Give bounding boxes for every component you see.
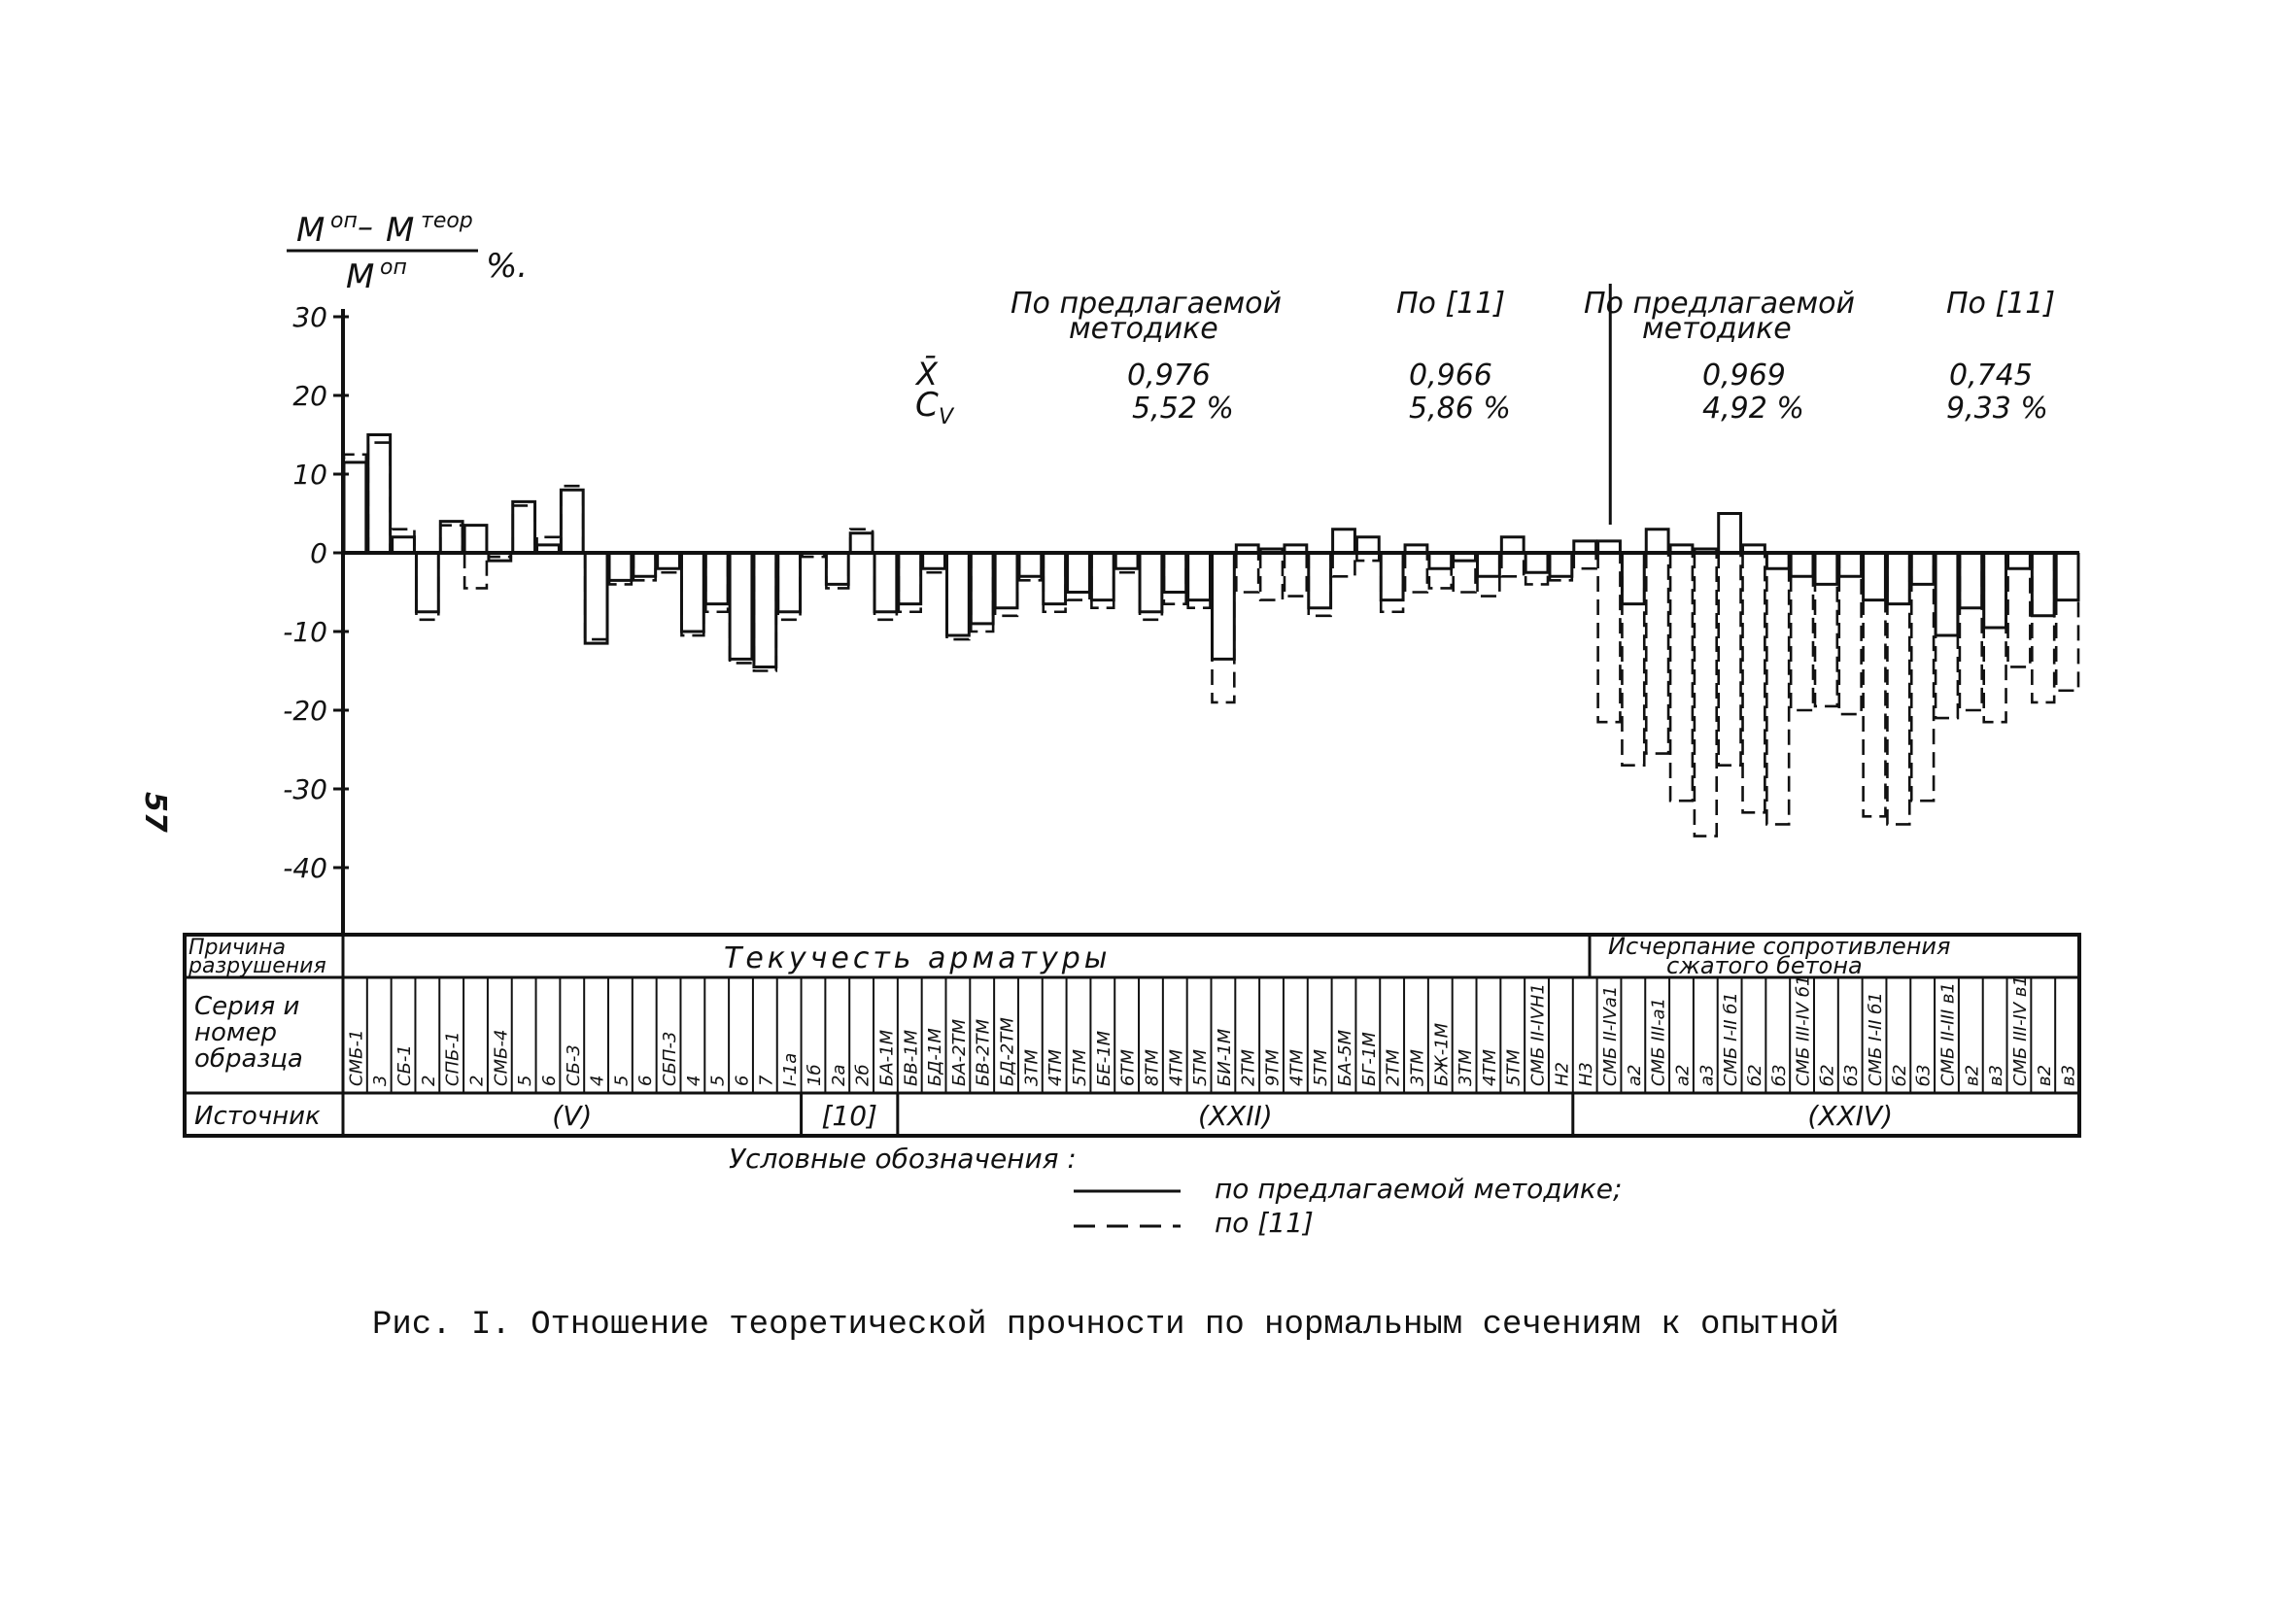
category-label: б2 bbox=[1744, 1064, 1765, 1086]
y-tick-label: -40 bbox=[283, 852, 327, 884]
row-series-label-3: образца bbox=[194, 1044, 303, 1074]
bar-by-ref-11 bbox=[1766, 553, 1789, 824]
row-series-label-1: Серия и bbox=[194, 992, 300, 1021]
y-label-num-left-sup: оп bbox=[330, 209, 358, 233]
bar-by-proposed-method bbox=[1309, 553, 1331, 608]
bar-by-ref-11 bbox=[1574, 553, 1596, 568]
source-label: (V) bbox=[552, 1100, 593, 1132]
bar-by-proposed-method bbox=[754, 553, 776, 666]
category-label: БИ-1М bbox=[1214, 1028, 1235, 1086]
bar-by-ref-11 bbox=[971, 553, 993, 632]
bar-by-ref-11 bbox=[1309, 553, 1331, 616]
category-label: 2 bbox=[466, 1075, 488, 1086]
category-label: 2ТМ bbox=[1238, 1049, 1259, 1086]
bar-by-proposed-method bbox=[1815, 553, 1837, 584]
bar-by-ref-11 bbox=[874, 553, 897, 620]
source-label: [10] bbox=[821, 1100, 877, 1132]
category-label: БД-1М bbox=[925, 1028, 946, 1086]
bar-by-proposed-method bbox=[1140, 553, 1162, 612]
stats-header-1-line1: По предлагаемой bbox=[1011, 287, 1282, 321]
bar-by-ref-11 bbox=[2032, 553, 2054, 702]
bar-by-ref-11 bbox=[1598, 553, 1621, 722]
category-label: БА-5М bbox=[1335, 1029, 1356, 1086]
category-label: СМБ-1 bbox=[346, 1029, 367, 1086]
category-label: СМБ III-а1 bbox=[1648, 997, 1669, 1086]
stats-header-1-line2: методике bbox=[1069, 312, 1218, 346]
bars bbox=[344, 435, 2078, 837]
category-label: БЕ-1М bbox=[1093, 1030, 1114, 1086]
bar-by-ref-11 bbox=[995, 553, 1017, 616]
bar-by-ref-11 bbox=[1695, 553, 1717, 837]
y-tick-label: -20 bbox=[283, 695, 327, 727]
category-label: 6ТМ bbox=[1117, 1049, 1139, 1086]
bar-by-proposed-method bbox=[1719, 514, 1741, 554]
bar-by-ref-11 bbox=[585, 553, 607, 639]
bar-by-proposed-method bbox=[923, 553, 945, 568]
bar-by-proposed-method bbox=[1911, 553, 1934, 584]
bar-by-ref-11 bbox=[561, 486, 583, 553]
figure-caption: Рис. I. Отношение теоретической прочности по нормальным сечениям к опытной bbox=[372, 1307, 1839, 1344]
stats-mean-1: 0,976 bbox=[1127, 359, 1211, 393]
category-label: а2 bbox=[1624, 1064, 1645, 1086]
category-label: 7 bbox=[756, 1075, 777, 1086]
bar-by-ref-11 bbox=[778, 553, 801, 620]
category-label: 5 bbox=[611, 1075, 633, 1086]
bar-by-proposed-method bbox=[1550, 553, 1572, 576]
category-label: 6 bbox=[538, 1075, 560, 1086]
bar-by-proposed-method bbox=[1984, 553, 2006, 628]
bar-by-proposed-method bbox=[561, 490, 583, 553]
stats-cv-sub: V bbox=[939, 405, 954, 429]
source-cells bbox=[552, 1093, 1893, 1136]
stats-x-symbol: X̄ bbox=[916, 356, 938, 393]
stats-mean-2: 0,966 bbox=[1409, 359, 1492, 393]
stats-mean-4: 0,745 bbox=[1949, 359, 2033, 393]
category-label: 2б bbox=[852, 1064, 874, 1086]
bar-by-proposed-method bbox=[609, 553, 632, 580]
legend-dashed-label: по [11] bbox=[1215, 1207, 1314, 1239]
bar-by-proposed-method bbox=[634, 553, 656, 576]
bar-by-proposed-method bbox=[1333, 530, 1355, 553]
y-label-den: M bbox=[346, 257, 375, 296]
bar-by-ref-11 bbox=[1285, 553, 1307, 597]
bar-by-proposed-method bbox=[850, 533, 873, 553]
bar-by-proposed-method bbox=[826, 553, 848, 584]
bar-by-proposed-method bbox=[416, 553, 438, 612]
bar-by-ref-11 bbox=[1140, 553, 1162, 620]
bar-by-proposed-method bbox=[464, 526, 487, 553]
bar-by-proposed-method bbox=[1019, 553, 1042, 576]
y-label-num-right: M bbox=[386, 211, 415, 250]
category-label: в3 bbox=[1986, 1064, 2007, 1086]
bar-by-ref-11 bbox=[1887, 553, 1909, 824]
bar-by-proposed-method bbox=[1429, 553, 1452, 568]
y-tick-label: 20 bbox=[292, 380, 327, 412]
category-label: б2 bbox=[1889, 1064, 1910, 1086]
category-label: БВ-1М bbox=[901, 1029, 922, 1086]
bar-by-ref-11 bbox=[513, 505, 535, 553]
bar-by-proposed-method bbox=[874, 553, 897, 612]
category-label: Н3 bbox=[1576, 1062, 1597, 1086]
category-label: 3ТМ bbox=[1456, 1049, 1477, 1086]
bar-by-proposed-method bbox=[1766, 553, 1789, 568]
legend-solid-label: по предлагаемой методике; bbox=[1215, 1173, 1623, 1205]
category-label: 4ТМ bbox=[1286, 1049, 1308, 1086]
bar-by-ref-11 bbox=[1333, 553, 1355, 576]
bar-by-ref-11 bbox=[730, 553, 752, 663]
category-labels bbox=[346, 975, 2078, 1094]
category-label: 5ТМ bbox=[1503, 1049, 1525, 1086]
legend-title: Условные обозначения : bbox=[729, 1143, 1077, 1175]
category-label: СМБ II-IVН1 bbox=[1527, 983, 1549, 1086]
category-label: 5 bbox=[515, 1075, 536, 1086]
y-label-den-sup: оп bbox=[380, 256, 407, 280]
category-label: СМБ II-III в1 bbox=[1937, 982, 1959, 1086]
category-label: 5ТМ bbox=[1311, 1049, 1332, 1086]
category-label: СМБ I-II б1 bbox=[1721, 992, 1742, 1086]
bar-by-proposed-method bbox=[946, 553, 969, 635]
source-label: (XXII) bbox=[1197, 1100, 1273, 1132]
bar-by-ref-11 bbox=[1646, 553, 1668, 754]
bar-by-proposed-method bbox=[1164, 553, 1186, 593]
category-label: б3 bbox=[1768, 1064, 1790, 1086]
bar-by-proposed-method bbox=[1501, 537, 1524, 553]
category-label: 5ТМ bbox=[1190, 1049, 1212, 1086]
category-label: 5ТМ bbox=[1069, 1049, 1090, 1086]
y-label-unit: %. bbox=[486, 247, 529, 286]
bar-by-proposed-method bbox=[658, 553, 680, 568]
bar-by-proposed-method bbox=[344, 462, 366, 553]
bar-by-ref-11 bbox=[1381, 553, 1403, 612]
stats-header-3-line2: методике bbox=[1642, 312, 1792, 346]
bar-by-proposed-method bbox=[1646, 530, 1668, 553]
bar-by-ref-11 bbox=[1864, 553, 1886, 816]
category-label: 4ТМ bbox=[1479, 1049, 1500, 1086]
bar-by-ref-11 bbox=[1260, 553, 1283, 600]
bar-by-proposed-method bbox=[1622, 553, 1644, 604]
bar-by-proposed-method bbox=[1115, 553, 1138, 568]
bar-by-ref-11 bbox=[1743, 553, 1765, 812]
bar-by-ref-11 bbox=[1719, 553, 1741, 766]
category-label: СМБ III-IV б1 bbox=[1793, 974, 1814, 1086]
stats-cv-1: 5,52 % bbox=[1132, 392, 1234, 426]
bar-by-proposed-method bbox=[1091, 553, 1114, 600]
bar-by-ref-11 bbox=[946, 553, 969, 639]
bar-by-proposed-method bbox=[2056, 553, 2078, 600]
category-label: в2 bbox=[1962, 1064, 1983, 1086]
bar-by-proposed-method bbox=[513, 501, 535, 553]
bar-by-ref-11 bbox=[754, 553, 776, 671]
category-label: в3 bbox=[2058, 1064, 2079, 1086]
bar-by-ref-11 bbox=[1164, 553, 1186, 604]
category-label: 4ТМ bbox=[1045, 1049, 1067, 1086]
bar-by-proposed-method bbox=[1478, 553, 1500, 576]
bar-by-proposed-method bbox=[995, 553, 1017, 608]
bar-by-ref-11 bbox=[1622, 553, 1644, 766]
bar-by-proposed-method bbox=[899, 553, 921, 604]
failure-concrete-2: сжатого бетона bbox=[1666, 952, 1863, 979]
row-source-label: Источник bbox=[194, 1102, 321, 1131]
bar-by-ref-11 bbox=[1213, 553, 1235, 702]
stats-cv-symbol: C bbox=[915, 386, 939, 425]
bar-by-ref-11 bbox=[1429, 553, 1452, 588]
category-label: СМБ II-IVа1 bbox=[1600, 985, 1622, 1086]
category-label: 8ТМ bbox=[1142, 1049, 1163, 1086]
bar-by-ref-11 bbox=[1405, 553, 1427, 593]
stats-cv-3: 4,92 % bbox=[1702, 392, 1804, 426]
category-label: БВ-2ТМ bbox=[973, 1018, 994, 1086]
bar-by-ref-11 bbox=[1525, 553, 1548, 584]
category-label: I-1а bbox=[780, 1052, 802, 1086]
category-label: 4 bbox=[683, 1075, 704, 1086]
category-label: 4ТМ bbox=[1166, 1049, 1187, 1086]
bar-by-proposed-method bbox=[971, 553, 993, 624]
bar-by-ref-11 bbox=[1960, 553, 1982, 710]
bar-by-proposed-method bbox=[1791, 553, 1813, 576]
row-failure-label-1: Причина bbox=[188, 936, 286, 960]
category-label: 4 bbox=[587, 1075, 608, 1086]
bar-by-proposed-method bbox=[1044, 553, 1066, 604]
category-label: БЖ-1М bbox=[1431, 1022, 1453, 1086]
page-number: 57 bbox=[138, 792, 172, 833]
category-label: СБ-3 bbox=[563, 1044, 584, 1086]
row-series-label-2: номер bbox=[194, 1018, 278, 1047]
category-label: 6 bbox=[732, 1075, 753, 1086]
bar-by-proposed-method bbox=[705, 553, 728, 604]
bar-by-proposed-method bbox=[1188, 553, 1211, 600]
y-tick-label: 30 bbox=[292, 301, 327, 333]
bar-by-proposed-method bbox=[1887, 553, 1909, 604]
y-label-minus: – bbox=[358, 208, 373, 245]
bar-by-proposed-method bbox=[1381, 553, 1403, 600]
category-label: БГ-1М bbox=[1358, 1032, 1380, 1086]
category-label: 3ТМ bbox=[1407, 1049, 1428, 1086]
bar-by-ref-11 bbox=[1911, 553, 1934, 801]
category-label: 3ТМ bbox=[1021, 1049, 1043, 1086]
stats-cv-2: 5,86 % bbox=[1409, 392, 1511, 426]
source-label: (XXIV) bbox=[1807, 1100, 1894, 1132]
bar-by-ref-11 bbox=[393, 530, 415, 553]
bar-by-proposed-method bbox=[1839, 553, 1862, 576]
stats-header-3-line1: По предлагаемой bbox=[1584, 287, 1855, 321]
category-label: СМБ-4 bbox=[491, 1029, 512, 1086]
failure-concrete-1: Исчерпание сопротивления bbox=[1608, 933, 1951, 960]
category-label: СМБ III-IV в1 bbox=[2009, 975, 2031, 1086]
bar-by-proposed-method bbox=[681, 553, 703, 632]
y-tick-label: -10 bbox=[283, 616, 327, 648]
y-ticks bbox=[283, 301, 349, 884]
data-table bbox=[185, 933, 2079, 1136]
stats-block bbox=[914, 287, 2055, 429]
category-label: 2ТМ bbox=[1383, 1049, 1404, 1086]
bar-by-ref-11 bbox=[2056, 553, 2078, 691]
bar-by-proposed-method bbox=[393, 537, 415, 553]
category-label: б3 bbox=[1841, 1064, 1863, 1086]
category-label: а3 bbox=[1696, 1064, 1718, 1086]
category-label: Н2 bbox=[1552, 1062, 1573, 1086]
bar-by-proposed-method bbox=[778, 553, 801, 612]
y-label-num-left: M bbox=[296, 211, 326, 250]
bar-by-proposed-method bbox=[1356, 537, 1379, 553]
y-tick-label: 10 bbox=[292, 459, 327, 491]
category-label: БА-2ТМ bbox=[948, 1018, 970, 1086]
bar-by-ref-11 bbox=[1501, 553, 1524, 576]
category-label: в2 bbox=[2034, 1064, 2055, 1086]
category-label: б2 bbox=[1817, 1064, 1838, 1086]
failure-yield: Текучесть арматуры bbox=[724, 941, 1112, 975]
bar-by-ref-11 bbox=[1454, 553, 1476, 593]
bar-by-proposed-method bbox=[1525, 553, 1548, 572]
bar-by-ref-11 bbox=[1984, 553, 2006, 722]
category-label: а2 bbox=[1672, 1064, 1694, 1086]
category-label: СБ-1 bbox=[394, 1044, 416, 1086]
y-tick-label: 0 bbox=[310, 537, 327, 569]
category-label: 5 bbox=[707, 1075, 729, 1086]
y-axis-label bbox=[287, 208, 528, 296]
stats-header-2: По [11] bbox=[1396, 287, 1506, 321]
category-label: 2 bbox=[418, 1075, 439, 1086]
bar-by-proposed-method bbox=[730, 553, 752, 659]
bar-by-proposed-method bbox=[1213, 553, 1235, 659]
bar-by-ref-11 bbox=[1236, 553, 1258, 593]
bar-by-proposed-method bbox=[368, 435, 391, 554]
bar-by-ref-11 bbox=[1478, 553, 1500, 597]
bar-by-ref-11 bbox=[416, 553, 438, 620]
bar-by-ref-11 bbox=[440, 526, 463, 553]
stats-mean-3: 0,969 bbox=[1702, 359, 1786, 393]
bar-by-ref-11 bbox=[368, 443, 391, 553]
category-label: 1б bbox=[804, 1064, 825, 1086]
bar-by-proposed-method bbox=[1960, 553, 1982, 608]
bar-by-ref-11 bbox=[681, 553, 703, 635]
bar-by-proposed-method bbox=[585, 553, 607, 643]
category-label: б3 bbox=[1913, 1064, 1935, 1086]
bar-by-proposed-method bbox=[2008, 553, 2031, 568]
bar-by-proposed-method bbox=[1068, 553, 1090, 593]
category-label: БД-2ТМ bbox=[997, 1017, 1018, 1086]
bar-by-ref-11 bbox=[1670, 553, 1693, 801]
category-label: 3 bbox=[370, 1075, 392, 1086]
legend bbox=[729, 1143, 1622, 1239]
bar-by-proposed-method bbox=[1864, 553, 1886, 600]
category-label: 6 bbox=[635, 1075, 657, 1086]
stats-cv-4: 9,33 % bbox=[1946, 392, 2048, 426]
category-label: 2а bbox=[828, 1064, 849, 1086]
row-failure-label-2: разрушения bbox=[188, 954, 326, 978]
category-label: СМБ I-II б1 bbox=[1866, 992, 1887, 1086]
bar-by-ref-11 bbox=[344, 455, 366, 553]
bar-by-proposed-method bbox=[1936, 553, 1958, 635]
y-label-num-right-sup: теор bbox=[421, 209, 473, 233]
category-label: СПБ-1 bbox=[442, 1031, 463, 1086]
bar-by-ref-11 bbox=[464, 553, 487, 588]
category-label: БА-1М bbox=[876, 1029, 898, 1086]
bar-by-proposed-method bbox=[2032, 553, 2054, 616]
category-label: 9ТМ bbox=[1262, 1049, 1284, 1086]
bar-by-ref-11 bbox=[1815, 553, 1837, 706]
category-label: СБП-3 bbox=[660, 1031, 681, 1086]
stats-header-4: По [11] bbox=[1946, 287, 2056, 321]
y-tick-label: -30 bbox=[283, 773, 327, 805]
